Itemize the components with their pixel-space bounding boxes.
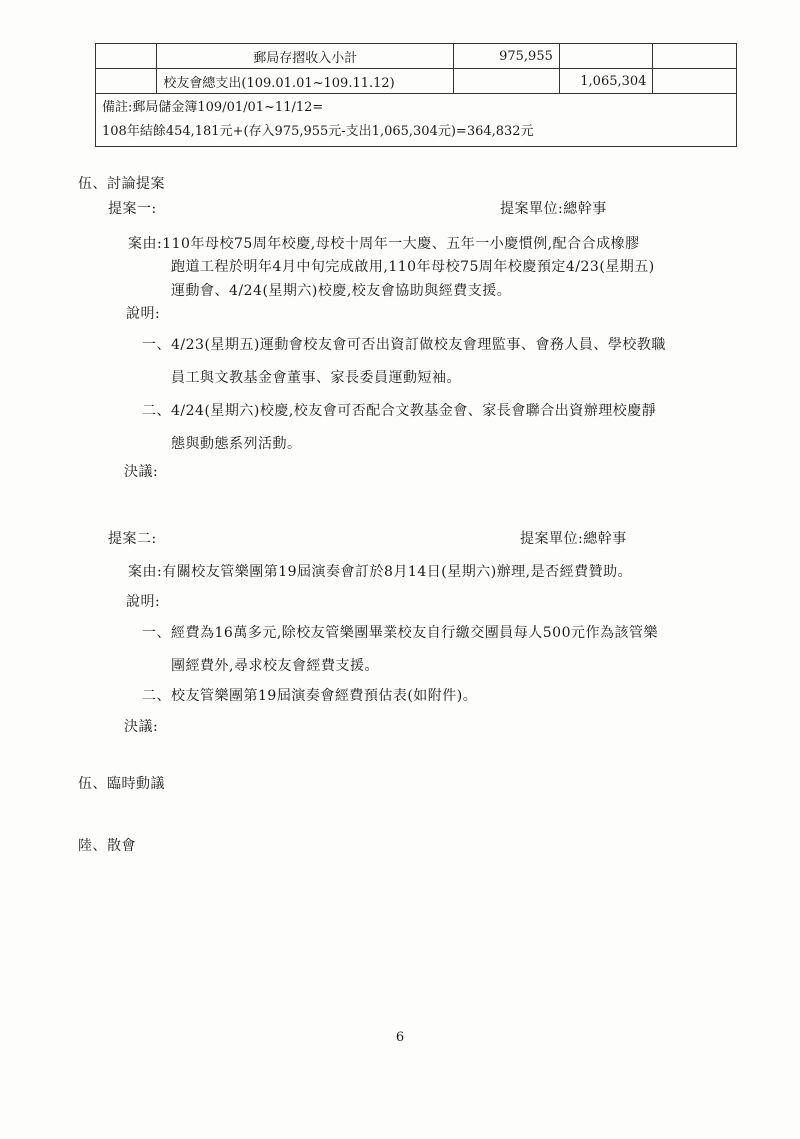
proposal2-item1: 一、經費為16萬多元,除校友管樂團畢業校友自行繳交團員每人500元作為該管樂 bbox=[142, 625, 658, 641]
proposal2-label: 提案二: bbox=[108, 531, 157, 547]
table-cell-remark bbox=[653, 44, 737, 69]
table-row bbox=[96, 44, 737, 69]
section-heading-discussion: 伍、討論提案 bbox=[78, 176, 165, 192]
table-note bbox=[96, 94, 737, 147]
table-cell-expense bbox=[559, 44, 653, 69]
finance-table bbox=[95, 43, 737, 147]
proposal1-item1-cont: 員工與文教基金會董事、家長委員運動短袖。 bbox=[171, 370, 461, 386]
table-cell-remark bbox=[653, 69, 737, 94]
note-line: 108年結餘454,181元+(存入975,955元-支出1,065,304元)=364,832元 bbox=[102, 124, 534, 139]
proposal1-reason: 案由:110年母校75周年校慶,母校十周年一大慶、五年一小慶慣例,配合合成橡膠 bbox=[128, 236, 640, 252]
proposal1-reason-cont: 運動會、4/24(星期六)校慶,校友會協助與經費支援。 bbox=[171, 283, 512, 299]
table-row bbox=[96, 69, 737, 94]
proposal2-resolution: 決議: bbox=[124, 719, 159, 735]
table-cell bbox=[96, 69, 157, 94]
proposal1-explain-label: 說明: bbox=[126, 306, 161, 322]
proposal1-item2-cont: 態與動態系列活動。 bbox=[171, 436, 302, 452]
table-cell-income bbox=[454, 69, 560, 94]
table-cell-income: 975,955 bbox=[454, 44, 560, 69]
proposal1-resolution: 決議: bbox=[124, 464, 159, 480]
proposal2-explain-label: 說明: bbox=[126, 594, 161, 610]
proposal2-item2: 二、校友管樂團第19屆演奏會經費預估表(如附件)。 bbox=[142, 688, 478, 704]
table-cell-label: 郵局存摺收入小計 bbox=[157, 44, 454, 69]
section-heading-adjourn: 陸、散會 bbox=[78, 838, 136, 854]
proposal2-item1-cont: 團經費外,尋求校友會經費支援。 bbox=[171, 658, 379, 674]
proposal1-item2: 二、4/24(星期六)校慶,校友會可否配合文教基金會、家長會聯合出資辦理校慶靜 bbox=[142, 403, 657, 419]
table-cell-expense: 1,065,304 bbox=[559, 69, 653, 94]
proposal2-unit: 提案單位:總幹事 bbox=[520, 531, 627, 547]
table-cell bbox=[96, 44, 157, 69]
section-heading-motions: 伍、臨時動議 bbox=[78, 776, 165, 792]
proposal1-label: 提案一: bbox=[108, 201, 157, 217]
proposal1-unit: 提案單位:總幹事 bbox=[500, 201, 607, 217]
page-number: 6 bbox=[395, 1030, 405, 1045]
proposal2-reason: 案由:有關校友管樂團第19屆演奏會訂於8月14日(星期六)辦理,是否經費贊助。 bbox=[128, 564, 633, 580]
proposal1-item1: 一、4/23(星期五)運動會校友會可否出資訂做校友會理監事、會務人員、學校教職 bbox=[142, 337, 666, 353]
table-cell-label: 校友會總支出(109.01.01~109.11.12) bbox=[157, 69, 454, 94]
note-line: 備註:郵局儲金簿109/01/01~11/12= bbox=[102, 100, 324, 115]
proposal1-reason-cont: 跑道工程於明年4月中旬完成啟用,110年母校75周年校慶預定4/23(星期五) bbox=[171, 259, 655, 275]
table-note-row bbox=[96, 94, 737, 147]
